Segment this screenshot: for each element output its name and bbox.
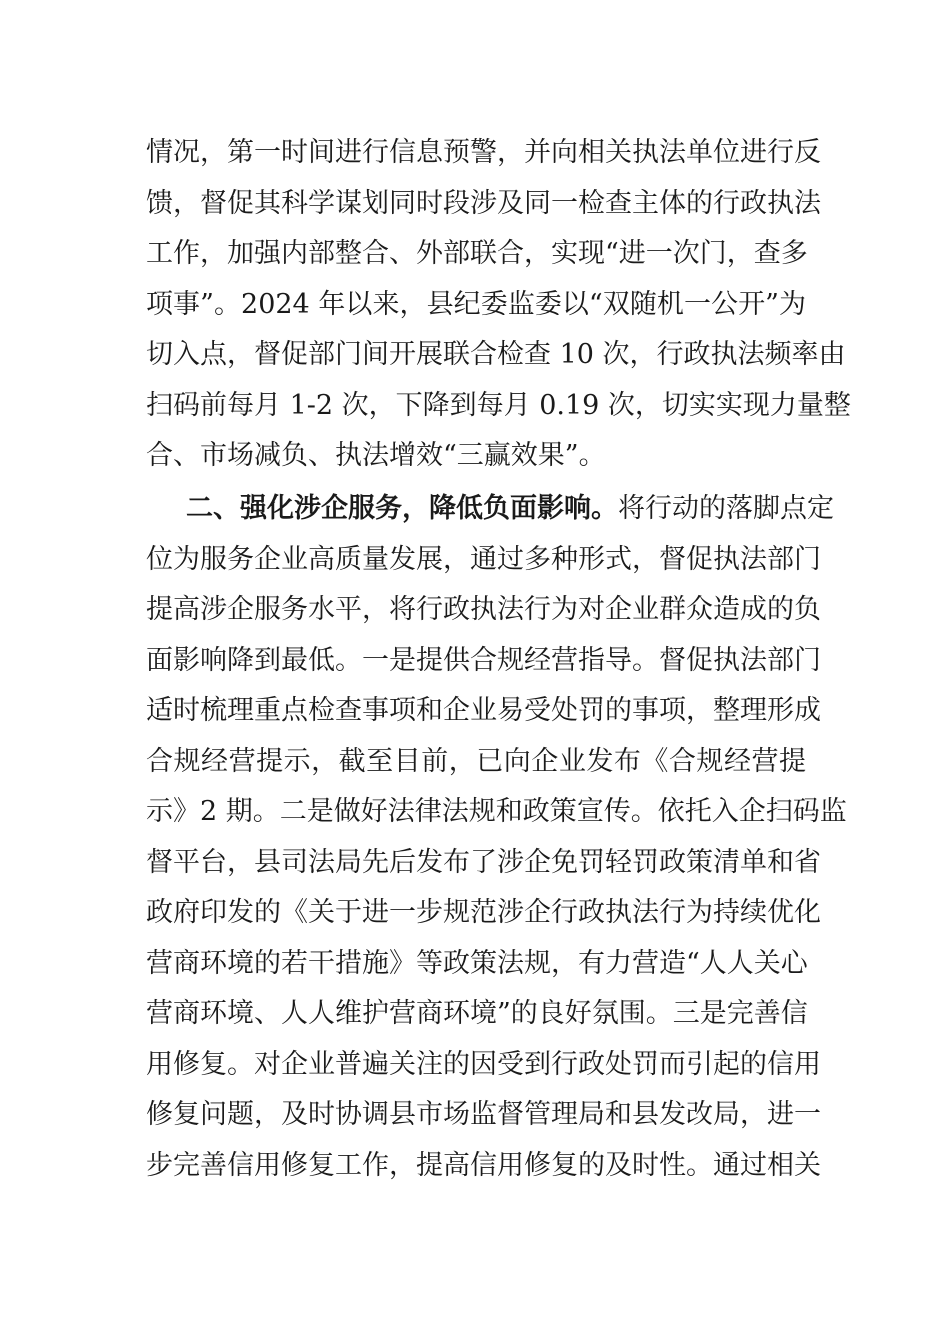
text-line: 步完善信用修复工作，提高信用修复的及时性。通过相关 <box>146 1149 821 1181</box>
text-line: 营商环境的若干措施》等政策法规，有力营造“人人关心 <box>146 947 808 979</box>
text-line: 面影响降到最低。一是提供合规经营指导。督促执法部门 <box>146 644 821 676</box>
text-line: 情况，第一时间进行信息预警，并向相关执法单位进行反 <box>146 137 821 168</box>
text-line: 提高涉企服务水平，将行政执法行为对企业群众造成的负 <box>146 594 821 625</box>
text-line: 营商环境、人人维护营商环境”的良好氛围。三是完善信 <box>146 998 808 1029</box>
text-line: 用修复。对企业普遍关注的因受到行政处罚而引起的信用 <box>146 1048 821 1080</box>
text-line: 扫码前每月 1-2 次，下降到每月 0.19 次，切实实现力量整 <box>146 389 851 421</box>
text-line: 示》2 期。二是做好法律法规和政策宣传。依托入企扫码监 <box>146 796 847 827</box>
text-line: 政府印发的《关于进一步规范涉企行政执法行为持续优化 <box>146 897 821 928</box>
text-line: 馈，督促其科学谋划同时段涉及同一检查主体的行政执法 <box>146 187 821 219</box>
text-line: 项事”。2024 年以来，县纪委监委以“双随机一公开”为 <box>146 288 806 320</box>
heading-continuation: 将行动的落脚点定 <box>618 493 834 524</box>
text-line: 督平台，县司法局先后发布了涉企免罚轻罚政策清单和省 <box>146 846 821 878</box>
text-line: 修复问题，及时协调县市场监督管理局和县发改局，进一 <box>146 1099 821 1130</box>
paragraph-enterprise-services <box>146 484 847 1191</box>
text-line: 工作，加强内部整合、外部联合，实现“进一次门，查多 <box>146 238 808 269</box>
text-line: 切入点，督促部门间开展联合检查 10 次，行政执法频率由 <box>146 339 846 370</box>
section-heading: 二、强化涉企服务，降低负面影响。 <box>186 493 618 524</box>
text-line: 位为服务企业高质量发展，通过多种形式，督促执法部门 <box>146 543 821 575</box>
paragraph-joint-inspection <box>146 128 851 482</box>
text-line: 合规经营提示，截至目前，已向企业发布《合规经营提 <box>146 745 806 777</box>
text-line: 适时梳理重点检查事项和企业易受处罚的事项，整理形成 <box>146 695 821 726</box>
text-line: 合、市场减负、执法增效“三赢效果”。 <box>146 440 606 471</box>
text-line-first <box>146 484 834 535</box>
